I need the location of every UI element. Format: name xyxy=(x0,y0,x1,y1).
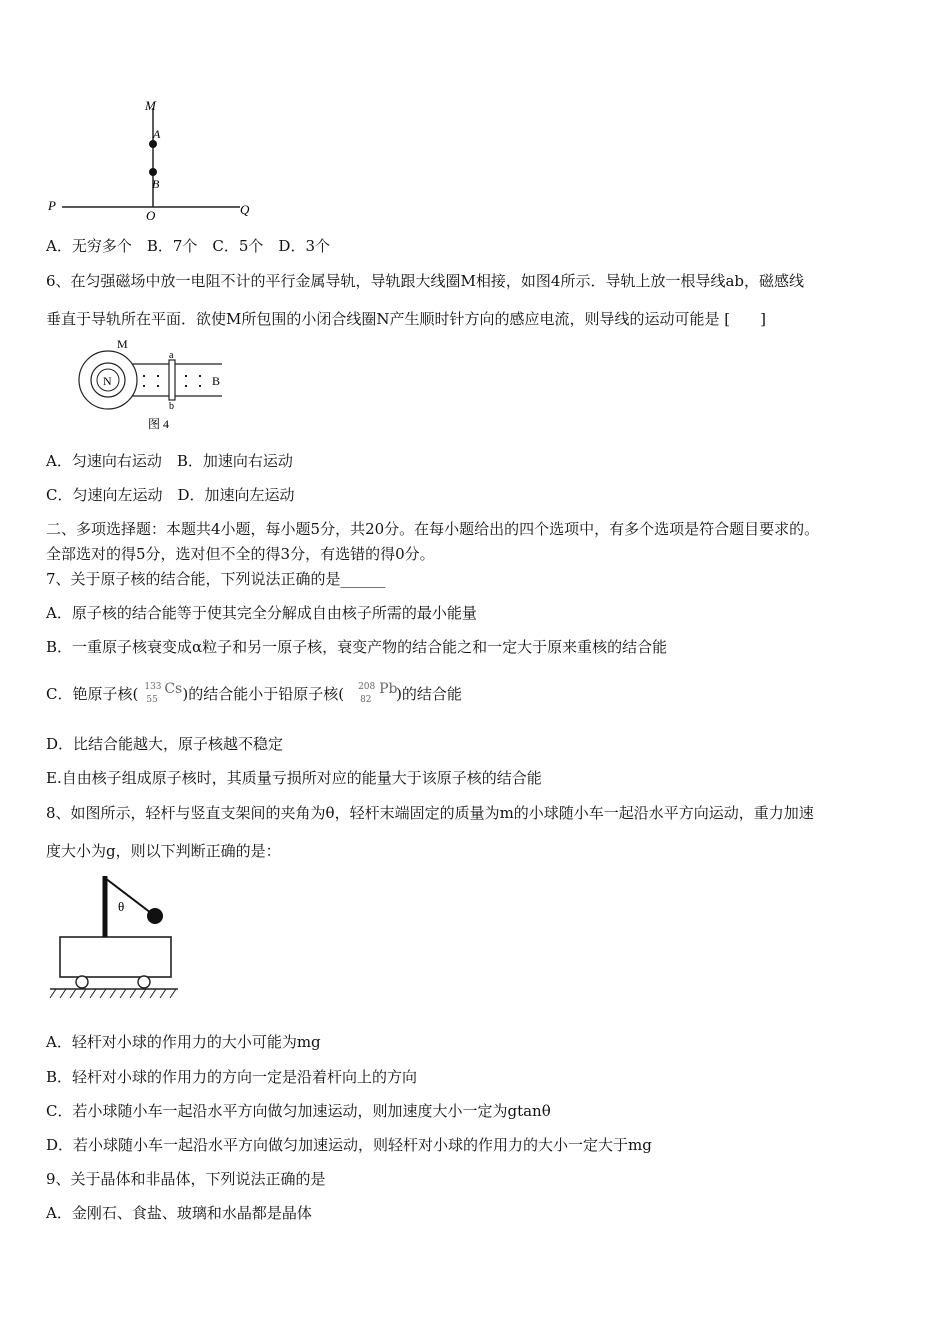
figure-caption: 图 4 xyxy=(148,417,170,431)
label-a: A xyxy=(153,127,161,141)
figure-mabo-pq xyxy=(40,96,270,226)
figure-cart-rod-ball xyxy=(46,870,186,1004)
label-b-rod: b xyxy=(169,401,174,412)
q9-stem: 9、关于晶体和非晶体，下列说法正确的是 xyxy=(46,1170,326,1188)
label-m-coil: M xyxy=(117,337,128,351)
wheel-right xyxy=(138,976,150,988)
q7-option-c xyxy=(46,681,462,705)
cs-mass: 133 xyxy=(144,682,162,692)
q7-option-e: E.自由核子组成原子核时，其质量亏损所对应的能量大于该原子核的结合能 xyxy=(46,769,542,787)
q6-stem-line1: 6、在匀强磁场中放一电阻不计的平行金属导轨，导轨跟大线圈M相接，如图4所示．导轨上放一根导线ab，磁感线 xyxy=(46,272,804,290)
q9-option-a: A．金刚石、食盐、玻璃和水晶都是晶体 xyxy=(46,1204,312,1222)
theta-label: θ xyxy=(118,899,125,914)
label-b: B xyxy=(152,177,160,191)
q8-option-c: C．若小球随小车一起沿水平方向做匀加速运动，则加速度大小一定为gtanθ xyxy=(46,1102,551,1120)
q7-c-middle: )的结合能小于铅原子核( xyxy=(182,685,345,703)
q6-options-line2: C．匀速向左运动 D．加速向左运动 xyxy=(46,486,295,504)
label-n: N xyxy=(103,374,112,388)
q8-option-d: D．若小球随小车一起沿水平方向做匀加速运动，则轻杆对小球的作用力的大小一定大于mg xyxy=(46,1136,652,1154)
label-q: Q xyxy=(240,202,250,217)
pb-symbol: Pb xyxy=(379,681,398,697)
q6-options-line1: A．匀速向右运动 B．加速向右运动 xyxy=(46,452,293,470)
q8-option-b: B．轻杆对小球的作用力的方向一定是沿着杆向上的方向 xyxy=(46,1068,418,1086)
point-a xyxy=(149,140,157,148)
label-b-field: B xyxy=(212,374,221,388)
q6-stem-line2: 垂直于导轨所在平面．欲使M所包围的小闭合线圈N产生顺时针方向的感应电流，则导线的运动可能是 [ ] xyxy=(46,310,766,328)
cs-nuclide xyxy=(138,681,183,705)
label-m: M xyxy=(145,98,156,113)
label-o: O xyxy=(146,208,156,223)
q7-c-prefix: C．铯原子核( xyxy=(46,685,139,703)
label-a-rod: a xyxy=(169,350,174,361)
q7-stem: 7、关于原子核的结合能，下列说法正确的是______ xyxy=(46,570,386,588)
cs-symbol: Cs xyxy=(164,681,183,697)
pb-atomic: 82 xyxy=(360,695,372,705)
q5-options: A．无穷多个 B．7个 C．5个 D．3个 xyxy=(46,237,330,255)
q7-option-a: A．原子核的结合能等于使其完全分解成自由核子所需的最小能量 xyxy=(46,604,477,622)
wheel-left xyxy=(76,976,88,988)
figure-4-coil-rails xyxy=(72,336,242,436)
cs-atomic: 55 xyxy=(146,695,158,705)
point-b xyxy=(149,168,157,176)
ball xyxy=(147,908,163,924)
q8-stem-line1: 8、如图所示，轻杆与竖直支架间的夹角为θ，轻杆末端固定的质量为m的小球随小车一起沿水平方向运动，重力加速 xyxy=(46,804,814,822)
pb-mass: 208 xyxy=(358,682,376,692)
q7-c-suffix: )的结合能 xyxy=(396,685,462,703)
q7-option-d: D．比结合能越大，原子核越不稳定 xyxy=(46,735,284,753)
q8-option-a: A．轻杆对小球的作用力的大小可能为mg xyxy=(46,1033,321,1051)
q7-option-b: B．一重原子核衰变成α粒子和另一原子核，衰变产物的结合能之和一定大于原来重核的结合能 xyxy=(46,638,668,656)
pb-nuclide xyxy=(344,681,398,705)
q8-stem-line2: 度大小为g，则以下判断正确的是： xyxy=(46,842,281,860)
section2-line1: 二、多项选择题：本题共4小题，每小题5分，共20分。在每小题给出的四个选项中，有多个选项是符合题目要求的。 xyxy=(46,520,820,538)
label-p: P xyxy=(48,198,56,213)
section2-line2: 全部选对的得5分，选对但不全的得3分，有选错的得0分。 xyxy=(46,545,435,563)
